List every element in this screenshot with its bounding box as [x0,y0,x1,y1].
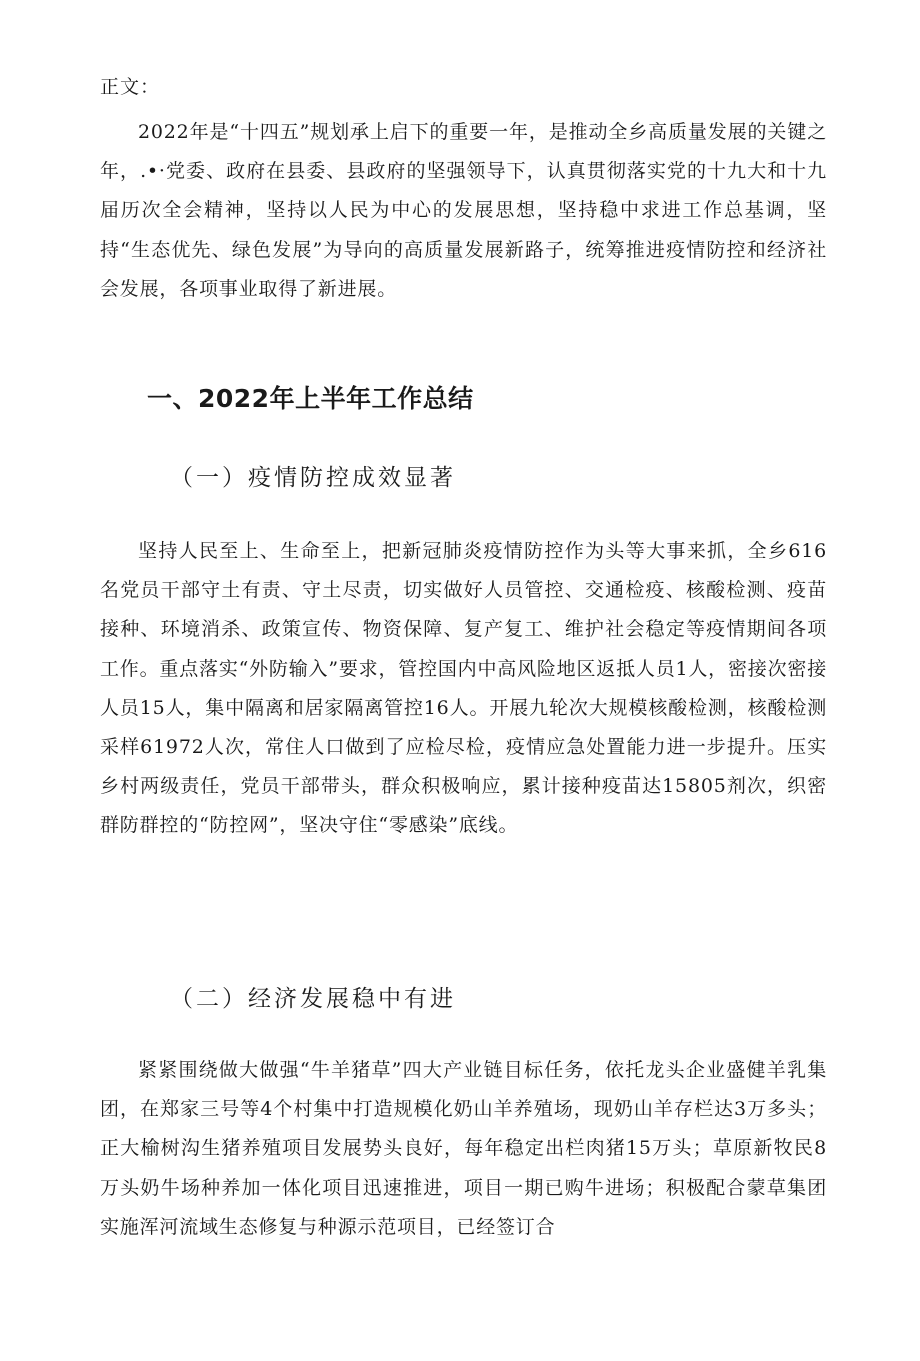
subsection-heading-economy: （二）经济发展稳中有进 [170,986,456,1012]
intro-paragraph: 2022年是“十四五”规划承上启下的重要一年，是推动全乡高质量发展的关键之年，.•·党委、政府在县委、县政府的坚强领导下，认真贯彻落实党的十九大和十九届历次全会精神，坚持以人民为中心的发展思想，坚持稳中求进工作总基调，坚持“生态优先、绿色发展”为导向的高质量发展新路子，统筹推进疫情防控和经济社会发展，各项事业取得了新进展。 [100,121,827,300]
body-label: 正文： [100,76,161,98]
epidemic-paragraph: 坚持人民至上、生命至上，把新冠肺炎疫情防控作为头等大事来抓，全乡616名党员干部守土有责、守土尽责，切实做好人员管控、交通检疫、核酸检测、疫苗接种、环境消杀、政策宣传、物资保障、复产复工、维护社会稳定等疫情期间各项工作。重点落实“外防输入”要求，管控国内中高风险地区返抵人员1人，密接次密接人员15人，集中隔离和居家隔离管控16人。开展九轮次大规模核酸检测，核酸检测采样61972人次，常住人口做到了应检尽检，疫情应急处置能力进一步提升。压实乡村两级责任，党员干部带头，群众积极响应，累计接种疫苗达15805剂次，织密群防群控的“防控网”，坚决守住“零感染”底线。 [100,540,827,837]
subsection-heading-epidemic: （一）疫情防控成效显著 [170,465,456,491]
section-heading: 一、2022年上半年工作总结 [147,384,474,413]
economy-paragraph: 紧紧围绕做大做强“牛羊猪草”四大产业链目标任务，依托龙头企业盛健羊乳集团，在郑家三号等4个村集中打造规模化奶山羊养殖场，现奶山羊存栏达3万多头；正大榆树沟生猪养殖项目发展势头良好，每年稳定出栏肉猪15万头；草原新牧民8万头奶牛场种养加一体化项目迅速推进，项目一期已购牛进场；积极配合蒙草集团实施浑河流域生态修复与种源示范项目，已经签订合 [100,1059,827,1238]
